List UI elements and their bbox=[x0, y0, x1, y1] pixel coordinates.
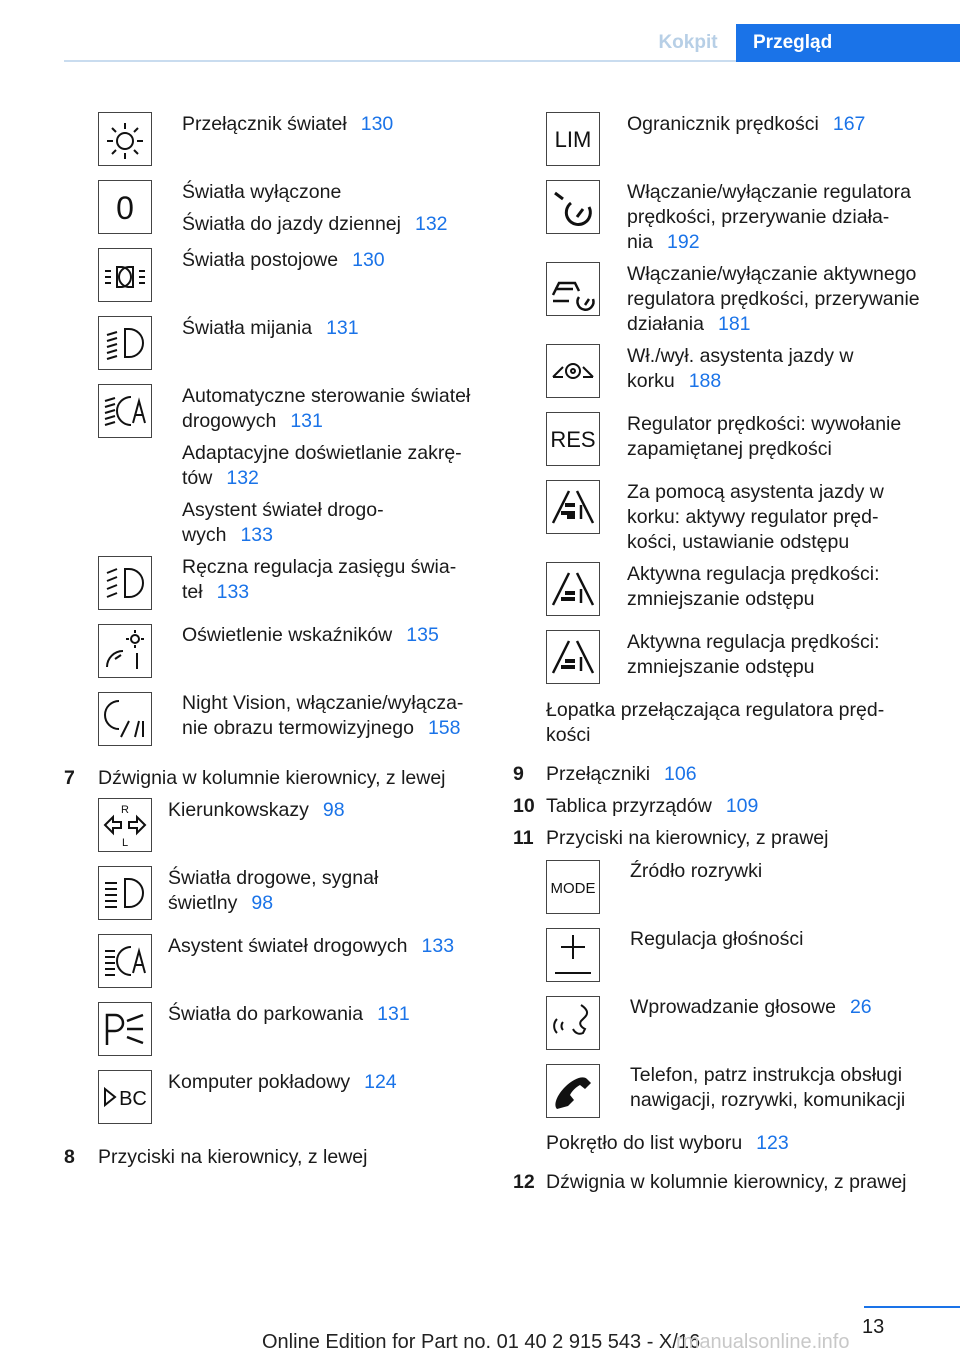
parking-lights-icon bbox=[98, 248, 152, 302]
page-ref[interactable]: 192 bbox=[667, 231, 700, 253]
distance-setting-text-line2: korku: aktywy regulator pręd- bbox=[627, 506, 879, 528]
turn-signal-icon bbox=[98, 798, 152, 852]
high-beam-assist-text: Asystent świateł drogowych 133 bbox=[168, 935, 455, 957]
cruise-control-text-line2: prędkości, przerywanie działa- bbox=[627, 206, 890, 228]
edition-text: Online Edition for Part no. 01 40 2 915 543 - X/16 bbox=[262, 1331, 701, 1353]
lights-off-icon bbox=[98, 180, 152, 234]
active-cruise-text-line2: regulatora prędkości, przerywanie bbox=[627, 288, 920, 310]
board-computer-text: Komputer pokładowy 124 bbox=[168, 1071, 397, 1093]
page-ref[interactable]: 124 bbox=[364, 1071, 397, 1093]
night-vision-text-line2: nie obrazu termowizyjnego 158 bbox=[182, 717, 461, 739]
low-beam-text: Światła mijania 131 bbox=[182, 317, 359, 339]
tab-kokpit[interactable]: Kokpit bbox=[658, 32, 718, 53]
selection-knob-text: Pokrętło do list wyboru 123 bbox=[546, 1132, 789, 1154]
active-cruise-text-line3: działania 181 bbox=[627, 313, 751, 335]
svg-text:R: R bbox=[121, 804, 129, 816]
active-cruise-text-line1: Włączanie/wyłączanie aktywnego bbox=[627, 263, 917, 285]
night-vision-icon bbox=[98, 692, 152, 746]
page-ref[interactable]: 188 bbox=[688, 370, 722, 392]
tab-przeglad[interactable]: Przegląd bbox=[736, 24, 960, 62]
cruise-control-icon bbox=[546, 180, 600, 234]
auto-high-beam-text-line2: drogowych 131 bbox=[182, 410, 323, 432]
speed-limiter-text: Ogranicznik prędkości 167 bbox=[627, 113, 866, 135]
section-number: 11 bbox=[513, 827, 534, 849]
daytime-lights-text: Światła do jazdy dziennej 132 bbox=[182, 213, 448, 235]
high-beam-assist-text-line2: wych 133 bbox=[182, 524, 273, 546]
light-switch-icon bbox=[98, 112, 152, 166]
active-cruise-control-icon bbox=[546, 262, 600, 316]
traffic-jam-text-line1: Wł./wył. asystenta jazdy w bbox=[627, 345, 854, 367]
high-beam-icon bbox=[98, 866, 152, 920]
section-number: 12 bbox=[513, 1171, 535, 1193]
decrease-distance-icon bbox=[546, 630, 600, 684]
auto-high-beam-icon bbox=[98, 384, 152, 438]
high-beam-assist-text-line1: Asystent świateł drogo- bbox=[182, 499, 384, 521]
page-ref[interactable]: 123 bbox=[756, 1132, 789, 1154]
page-ref[interactable]: 130 bbox=[360, 113, 394, 135]
watermark: rmanualsonline.info bbox=[676, 1331, 850, 1353]
lights-off-text: Światła wyłączone bbox=[182, 181, 342, 203]
page-ref[interactable]: 131 bbox=[290, 410, 323, 432]
section-number: 7 bbox=[64, 767, 75, 789]
page-ref[interactable]: 98 bbox=[251, 892, 274, 914]
mode-icon bbox=[546, 860, 600, 914]
page-ref[interactable]: 26 bbox=[849, 996, 872, 1018]
cruise-control-text-line3: nia 192 bbox=[627, 231, 700, 253]
light-switch-text: Przełącznik świateł 130 bbox=[182, 113, 394, 135]
high-beam-text-line2: świetlny 98 bbox=[168, 892, 274, 914]
low-beam-icon bbox=[98, 316, 152, 370]
phone-text-line2: nawigacji, rozrywki, komunikacji bbox=[630, 1089, 906, 1111]
section-number: 8 bbox=[64, 1146, 75, 1168]
page-ref[interactable]: 131 bbox=[326, 317, 359, 339]
page-ref[interactable]: 133 bbox=[240, 524, 273, 546]
parking-lights-text: Światła postojowe 130 bbox=[182, 249, 385, 271]
board-computer-icon bbox=[98, 1070, 152, 1124]
page-ref[interactable]: 131 bbox=[377, 1003, 410, 1025]
section-title: Dźwignia w kolumnie kierownicy, z prawej bbox=[546, 1171, 907, 1193]
paddle-text-line1: Łopatka przełączająca regulatora pręd- bbox=[546, 699, 885, 721]
cruise-control-text-line1: Włączanie/wyłączanie regulatora bbox=[627, 181, 911, 203]
section-title: Tablica przyrządów 109 bbox=[546, 795, 759, 817]
adaptive-cornering-text-line1: Adaptacyjne doświetlanie zakrę- bbox=[182, 442, 462, 464]
headlight-range-icon bbox=[98, 556, 152, 610]
instrument-lighting-icon bbox=[98, 624, 152, 678]
parking-light-text: Światła do parkowania 131 bbox=[168, 1003, 410, 1025]
instrument-lighting-text: Oświetlenie wskaźników 135 bbox=[182, 624, 439, 646]
page-ref[interactable]: 158 bbox=[427, 717, 461, 739]
voice-input-text: Wprowadzanie głosowe 26 bbox=[630, 996, 872, 1018]
page-ref[interactable]: 109 bbox=[725, 795, 759, 817]
page-ref[interactable]: 167 bbox=[832, 113, 866, 135]
resume-speed-text-line2: zapamiętanej prędkości bbox=[627, 438, 832, 460]
decrease-distance-text-line1: Aktywna regulacja prędkości: bbox=[627, 631, 880, 653]
svg-text:LIM: LIM bbox=[554, 127, 592, 152]
resume-speed-text-line1: Regulator prędkości: wywołanie bbox=[627, 413, 902, 435]
svg-text:RES: RES bbox=[550, 427, 596, 452]
phone-text-line1: Telefon, patrz instrukcja obsługi bbox=[630, 1064, 903, 1086]
adaptive-cornering-text-line2: tów 132 bbox=[182, 467, 259, 489]
distance-setting-icon bbox=[546, 480, 600, 534]
distance-setting-text-line1: Za pomocą asystenta jazdy w bbox=[627, 481, 884, 503]
voice-input-icon bbox=[546, 996, 600, 1050]
distance-setting-text-line3: kości, ustawianie odstępu bbox=[627, 531, 850, 553]
page-ref[interactable]: 133 bbox=[421, 935, 455, 957]
page-ref[interactable]: 135 bbox=[406, 624, 439, 646]
high-beam-assist-icon bbox=[98, 934, 152, 988]
section-number: 9 bbox=[513, 763, 524, 785]
page-number: 13 bbox=[862, 1316, 885, 1338]
headlight-range-text-line2: teł 133 bbox=[182, 581, 250, 603]
svg-text:L: L bbox=[121, 837, 129, 849]
page-ref[interactable]: 130 bbox=[352, 249, 385, 271]
page-ref[interactable]: 132 bbox=[226, 467, 259, 489]
page-ref[interactable]: 132 bbox=[414, 213, 448, 235]
resume-speed-icon bbox=[546, 412, 600, 466]
high-beam-text-line1: Światła drogowe, sygnał bbox=[168, 867, 379, 889]
section-title: Przyciski na kierownicy, z prawej bbox=[546, 827, 829, 849]
page-ref[interactable]: 98 bbox=[322, 799, 345, 821]
decrease-distance-text-line2: zmniejszanie odstępu bbox=[627, 588, 815, 610]
speed-limiter-icon bbox=[546, 112, 600, 166]
section-number: 10 bbox=[513, 795, 535, 817]
night-vision-text-line1: Night Vision, włączanie/wyłącza- bbox=[182, 692, 464, 714]
traffic-jam-text-line2: korku 188 bbox=[627, 370, 722, 392]
page-ref[interactable]: 181 bbox=[717, 313, 751, 335]
headlight-range-text-line1: Ręczna regulacja zasięgu świa- bbox=[182, 556, 457, 578]
turn-signal-text: Kierunkowskazy 98 bbox=[168, 799, 345, 821]
svg-text:MODE: MODE bbox=[550, 880, 596, 897]
traffic-jam-assist-icon bbox=[546, 344, 600, 398]
section-title: Dźwignia w kolumnie kierownicy, z lewej bbox=[98, 767, 446, 789]
section-title: Przełączniki 106 bbox=[546, 763, 697, 785]
volume-icon bbox=[546, 928, 600, 982]
svg-text:0: 0 bbox=[116, 190, 134, 226]
page-ref[interactable]: 133 bbox=[216, 581, 250, 603]
section-title: Przyciski na kierownicy, z lewej bbox=[98, 1146, 368, 1168]
decrease-distance-icon bbox=[546, 562, 600, 616]
parking-light-icon bbox=[98, 1002, 152, 1056]
footer-rule bbox=[864, 1306, 960, 1308]
entertainment-source-text: Źródło rozrywki bbox=[630, 860, 763, 882]
decrease-distance-text-line1: Aktywna regulacja prędkości: bbox=[627, 563, 880, 585]
volume-text: Regulacja głośności bbox=[630, 928, 804, 950]
auto-high-beam-text-line1: Automatyczne sterowanie świateł bbox=[182, 385, 471, 407]
phone-icon bbox=[546, 1064, 600, 1118]
page-ref[interactable]: 106 bbox=[664, 763, 697, 785]
svg-text:BC: BC bbox=[119, 1088, 147, 1110]
paddle-text-line2: kości bbox=[546, 724, 591, 746]
decrease-distance-text-line2: zmniejszanie odstępu bbox=[627, 656, 815, 678]
